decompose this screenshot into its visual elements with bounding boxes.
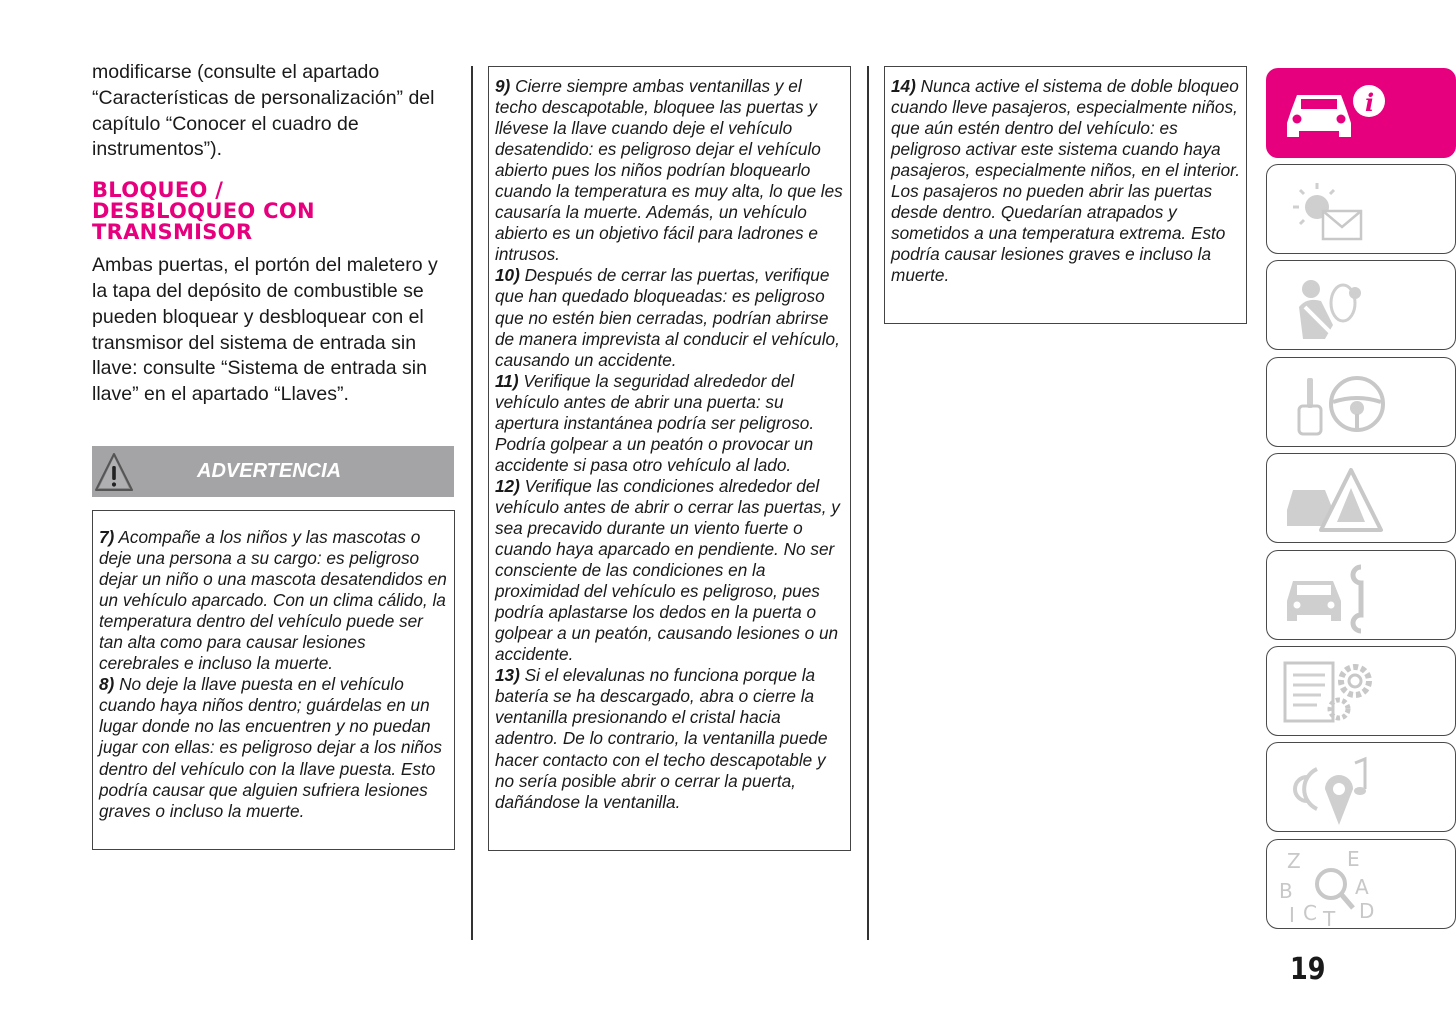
- warning-box-3: [884, 66, 1247, 324]
- tab-index[interactable]: [1266, 839, 1456, 929]
- warning-number: 10): [495, 265, 520, 286]
- warning-header-bar: [92, 446, 454, 497]
- warning-text: Acompañe a los niños y las mascotas o deje una persona a su cargo: es peligroso dejar un niño o una mascota desatendidos en un vehículo aparcado. Con un clima cálido, la temperatura dentro del vehículo puede ser tan alta como para causar lesiones cerebrales e incluso la muerte.: [99, 527, 447, 674]
- warning-text: Nunca active el sistema de doble bloqueo cuando lleve pasajeros, especialmente niños, que aún estén dentro del vehículo: es peligroso activar este sistema cuando haya pasajeros, especialmente niños, en el interior. Los pasajeros no pueden abrir las puertas desde dentro. Quedarían atrapados y sometidos a una temperatura extrema. Esto podría causar lesiones graves e incluso la muerte.: [891, 76, 1241, 286]
- technical-data-gear-icon: [1281, 653, 1391, 729]
- warning-text: Cierre siempre ambas ventanillas y el techo descapotable, bloquee las puertas y llévese la llave cuando deje el vehículo desatendido: es peligroso dejar el vehículo abierto pues los niños podrían bloquearlo cuando la temperatura es muy alta, lo que les causaría la muerte. Además, un vehículo abierto es un objetivo fácil para ladrones e intrusos.: [495, 76, 843, 265]
- tab-multimedia[interactable]: [1266, 742, 1456, 832]
- warning-text: Verifique las condiciones alrededor del vehículo antes de abrir o cerrar las puertas, y sea precavido durante un viento fuerte o cuando haya aparcado en pendiente. No ser consciente de las condiciones en la proximidad del vehículo es peligroso, pues podría aplastarse los dedos en la puerta o golpear a un peatón, causando lesiones o un accidente.: [495, 475, 840, 665]
- warning-item: [99, 527, 450, 674]
- page-number: 19: [1290, 952, 1326, 987]
- warning-box-1: [92, 510, 455, 850]
- tab-technical-data[interactable]: [1266, 646, 1456, 736]
- warning-text: Después de cerrar las puertas, verifique que han quedado bloqueadas: es peligroso que no estén bien cerradas, podrían abrirse de manera imprevista al conducir el vehículo, causando un accidente.: [495, 265, 840, 370]
- svg-text:I: I: [1289, 903, 1295, 927]
- emergency-warning-triangle-icon: [1281, 460, 1391, 536]
- warning-item: [495, 476, 846, 665]
- warning-item: [891, 76, 1242, 286]
- warning-text: Verifique la seguridad alrededor del vehículo antes de abrir una puerta: su apertura instantánea podría ser peligroso. Podría golpear a un peatón o provocar un accidente si pasa otro vehículo al lado.: [495, 370, 815, 475]
- warning-number: 12): [495, 475, 520, 496]
- tab-starting-driving[interactable]: [1266, 357, 1456, 447]
- warning-triangle-icon: [94, 451, 134, 493]
- warning-number: 7): [99, 527, 115, 547]
- column-divider: [867, 66, 869, 940]
- warning-number: 13): [495, 665, 520, 686]
- warning-item: [495, 665, 846, 812]
- warning-item: [99, 674, 450, 821]
- svg-text:D: D: [1359, 899, 1375, 923]
- tab-dashboard[interactable]: [1266, 164, 1456, 254]
- tab-maintenance[interactable]: [1266, 550, 1456, 640]
- warning-item: [495, 371, 846, 476]
- column-divider: [471, 66, 473, 940]
- heading-line-3: TRANSMISOR: [92, 220, 253, 245]
- heading-line-1: BLOQUEO /: [92, 178, 224, 203]
- warning-number: 9): [495, 76, 511, 96]
- multimedia-music-icon: [1281, 749, 1391, 825]
- intro-paragraph: modificarse (consulte el apartado “Características de personalización” del capítulo “Conocer el cuadro de instrumentos”).: [92, 61, 435, 161]
- svg-text:A: A: [1355, 875, 1369, 899]
- warning-item: [495, 76, 846, 265]
- svg-text:T: T: [1323, 907, 1336, 931]
- tab-safety[interactable]: [1266, 260, 1456, 350]
- svg-text:Z: Z: [1287, 849, 1301, 873]
- warning-number: 8): [99, 674, 115, 695]
- safety-airbag-icon: [1281, 267, 1391, 343]
- dashboard-lights-icon: [1281, 171, 1391, 247]
- tab-emergency[interactable]: [1266, 453, 1456, 543]
- car-maintenance-wrench-icon: [1281, 557, 1391, 633]
- svg-text:B: B: [1279, 879, 1293, 903]
- svg-text:i: i: [1365, 88, 1375, 117]
- key-steering-wheel-icon: [1281, 364, 1391, 440]
- warning-number: 14): [891, 76, 916, 96]
- warning-item: [495, 265, 846, 370]
- svg-text:C: C: [1303, 901, 1317, 925]
- svg-text:E: E: [1347, 847, 1360, 871]
- tab-car-info[interactable]: [1266, 68, 1456, 158]
- warning-box-2: [488, 66, 851, 851]
- alphabetical-index-icon: [1279, 846, 1391, 931]
- section-heading: [92, 180, 454, 243]
- section-paragraph: Ambas puertas, el portón del maletero y la tapa del depósito de combustible se pueden bloquear y desbloquear con el transmisor del sistema de entrada sin llave: consulte “Sistema de entrada sin llave” en el apartado “Llaves”.: [92, 254, 438, 406]
- heading-line-2: DESBLOQUEO CON: [92, 199, 315, 224]
- left-column: [92, 60, 454, 408]
- car-info-icon: [1281, 75, 1391, 151]
- warning-label: ADVERTENCIA: [197, 460, 342, 482]
- warning-text: No deje la llave puesta en el vehículo cuando haya niños dentro; guárdelas en un lugar donde no las encuentren y no puedan jugar con ellas: es peligroso dejar a los niños dentro del vehículo con la llave puesta. Esto podría causar que alguien sufriera lesiones graves o incluso la muerte.: [99, 674, 442, 821]
- warning-text: Si el elevalunas no funciona porque la batería se ha descargado, abra o cierre la ventanilla presionando el cristal hacia adentro. De lo contrario, la ventanilla puede hacer contacto con el techo descapotable y no sería posible abrir o cerrar la puerta, dañándose la ventanilla.: [495, 665, 828, 812]
- warning-number: 11): [495, 370, 519, 391]
